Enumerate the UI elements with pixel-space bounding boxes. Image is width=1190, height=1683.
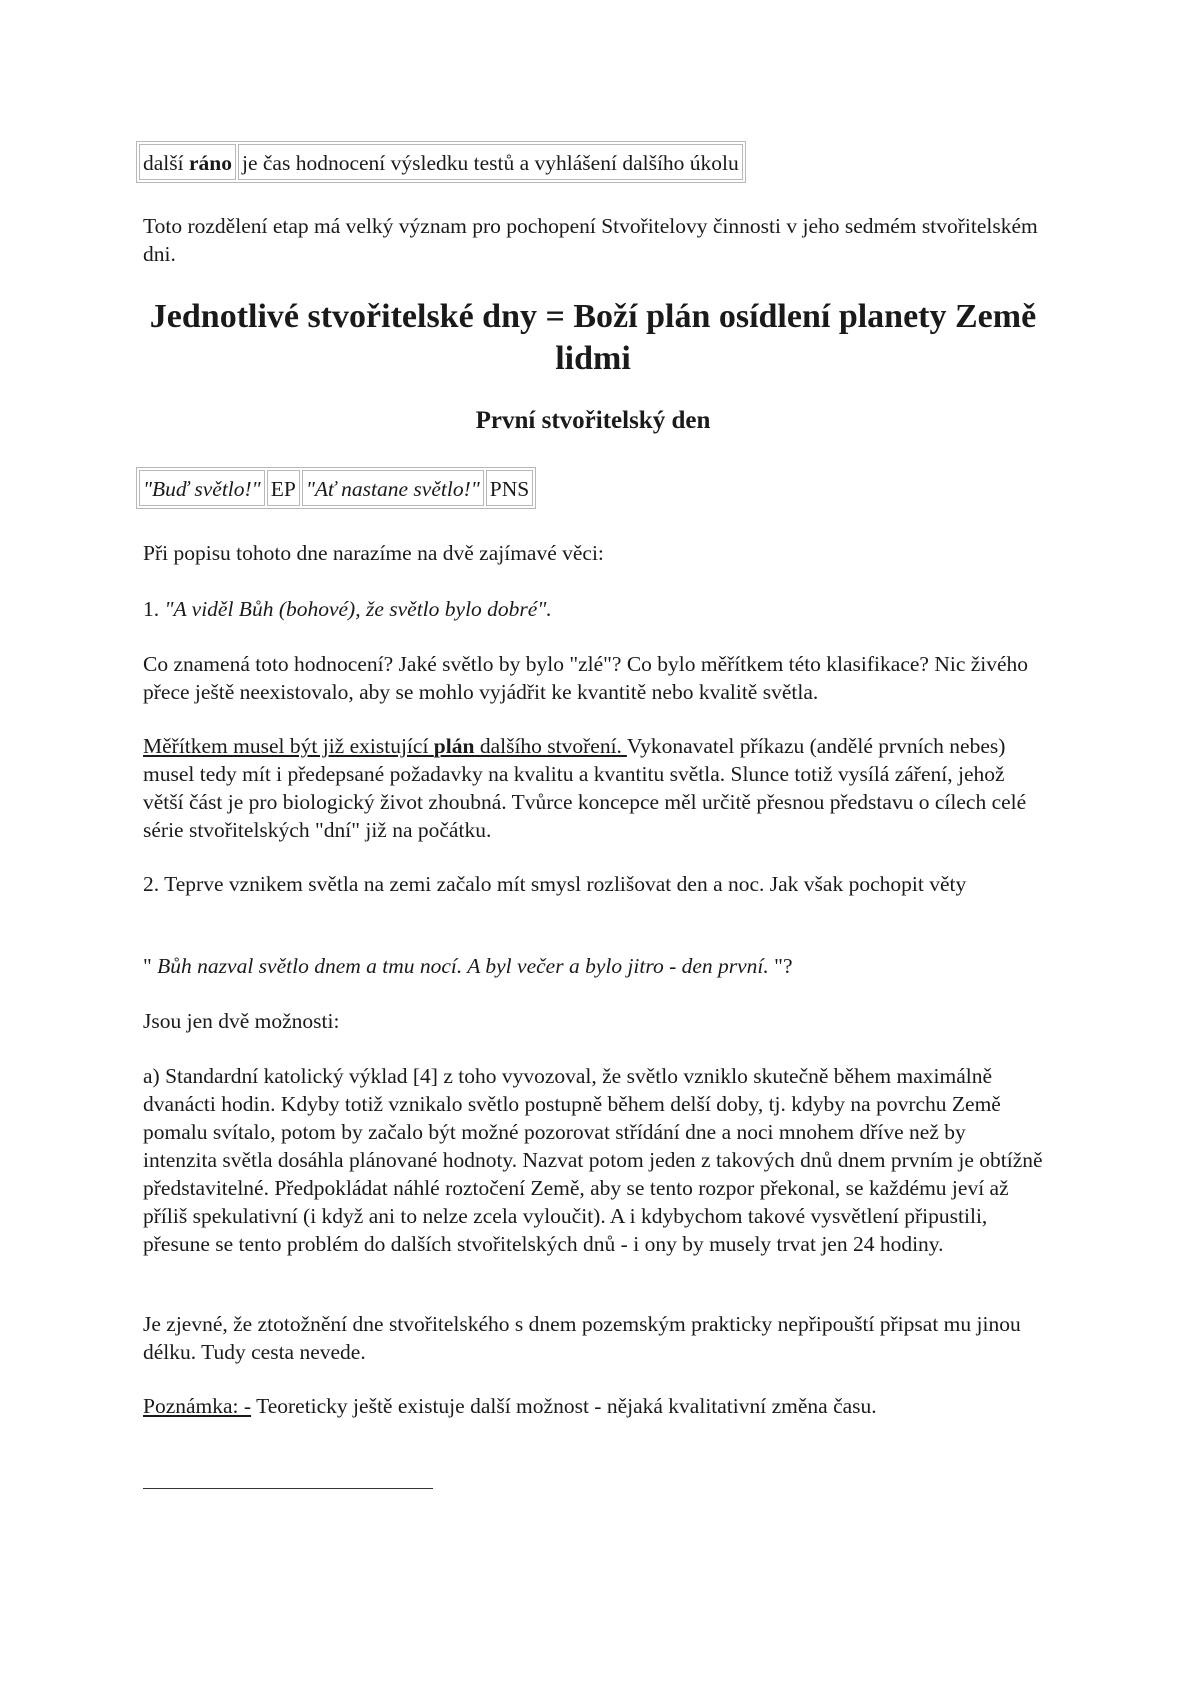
top-table [136, 141, 746, 183]
measure-paragraph: Měřítkem musel být již existující plán dalšího stvoření. Vykonavatel příkazu (andělé prvních nebes) musel tedy mít i předepsané požadavky na kvalitu a kvantitu světla. Slunce totiž vysílá záření, jehož větší část je pro biologický život zhoubná. Tvůrce koncepce měl určitě přesnou představu o cílech celé série stvořitelských "dní" již na počátku. [143, 734, 1027, 842]
source-cell-2: PNS [486, 470, 533, 506]
source-cell-1: EP [267, 470, 300, 506]
quote-cell-1: "Buď světlo!" [139, 470, 265, 506]
option-a-paragraph: a) Standardní katolický výklad [4] z toho vyvozoval, že světlo vzniklo skutečně během maximálně dvanácti hodin. Kdyby totiž vznikalo světlo postupně během delší doby, tj. kdyby na povrchu Země pomalu svítalo, potom by začalo být možné pozorovat střídání dne a noci mnohem dříve než by intenzita světla dosáhla plánované hodnoty. Nazvat potom jeden z takových dnů dnem prvním je obtížně představitelné. Předpokládat náhlé roztočení Země, aby se tento rozpor překonal, se každému jeví až příliš spekulativní (i když ani to nelze zcela vyloučit). A i kdybychom takové vysvětlení připustili, přesune se tento problém do dalších stvořitelských dnů - i ony by musely trvat jen 24 hodiny. [143, 1064, 1043, 1256]
note-paragraph: Poznámka: - Teoreticky ještě existuje další možnost - nějaká kvalitativní změna času. [143, 1394, 877, 1418]
bible-quote: " Bůh nazval světlo dnem a tmu nocí. A byl večer a bylo jitro - den první. "? [143, 954, 793, 978]
page-title: Jednotlivé stvořitelské dny = Boží plán osídlení planety Země lidmi [149, 298, 1037, 377]
point-1: 1. "A viděl Bůh (bohové), že světlo bylo dobré". [143, 597, 552, 621]
top-table-cell-2: je čas hodnocení výsledku testů a vyhlášení dalšího úkolu [238, 144, 743, 180]
section-heading: První stvořitelský den [475, 407, 711, 434]
questions-paragraph: Co znamená toto hodnocení? Jaké světlo by bylo "zlé"? Co bylo měřítkem této klasifikace? Nic živého přece ještě neexistovalo, aby se mohlo vyjádřit ke kvantitě nebo kvalitě světla. [143, 652, 1029, 704]
points-intro: Při popisu tohoto dne narazíme na dvě zajímavé věci: [143, 541, 604, 565]
footnote-divider [143, 1488, 433, 1489]
top-table-cell-1: další ráno [139, 144, 236, 180]
intro-paragraph: Toto rozdělení etap má velký význam pro pochopení Stvořitelovy činnosti v jeho sedmém stvořitelském dni. [143, 214, 1038, 266]
point-2: 2. Teprve vznikem světla na zemi začalo mít smysl rozlišovat den a noc. Jak však pochopit věty [143, 872, 967, 896]
quote-cell-2: "Ať nastane světlo!" [302, 470, 484, 506]
conclusion-paragraph: Je zjevné, že ztotožnění dne stvořitelského s dnem pozemským prakticky nepřipouští připsat mu jinou délku. Tudy cesta nevede. [143, 1312, 1021, 1364]
options-intro: Jsou jen dvě možnosti: [143, 1009, 340, 1033]
quote-table [136, 467, 536, 509]
